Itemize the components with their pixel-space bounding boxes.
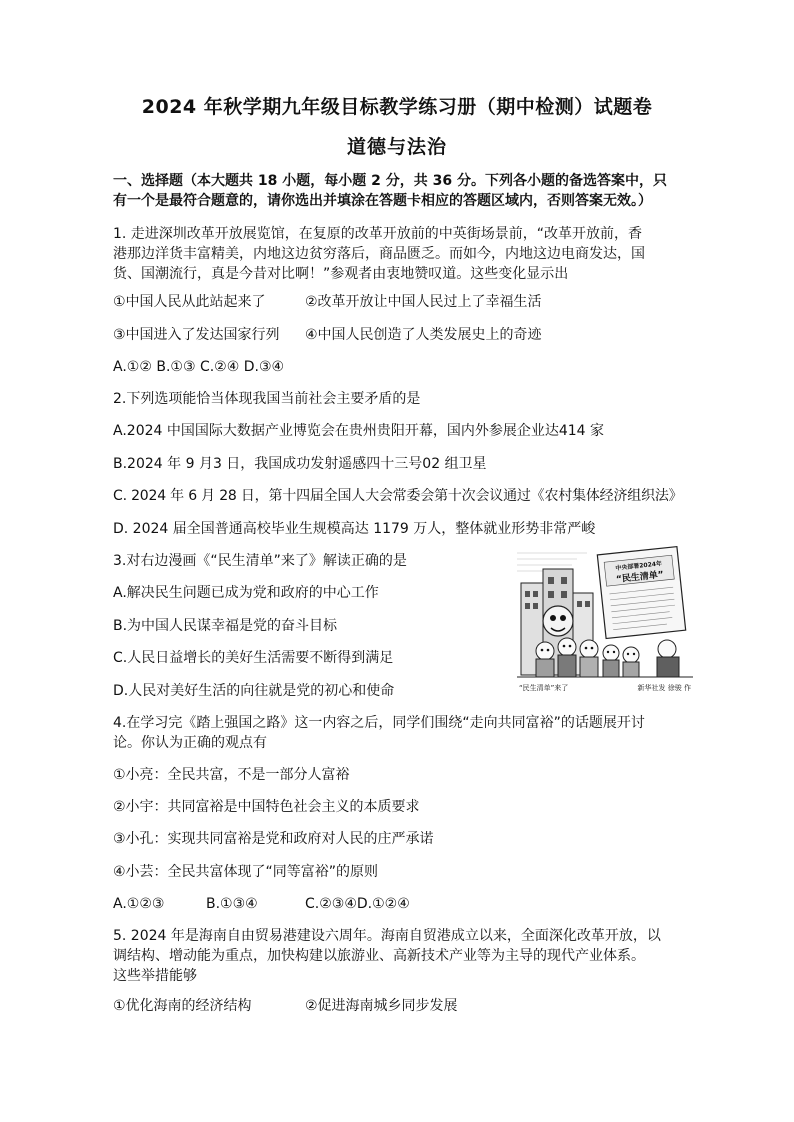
- q3-option-b: B.为中国人民谋幸福是党的奋斗目标: [113, 618, 338, 634]
- q1-stem-line-3: 货、国潮流行，真是今昔对比啊！”参观者由衷地赞叹道。这些变化显示出: [113, 266, 569, 282]
- q3-stem: 3.对右边漫画《“民生清单”来了》解读正确的是: [113, 553, 407, 569]
- q3-option-d: D.人民对美好生活的向往就是党的初心和使命: [113, 683, 395, 699]
- q1-item-2: ②改革开放让中国人民过上了幸福生活: [305, 294, 542, 310]
- q4-choice-c-d: C.②③④D.①②④: [305, 896, 410, 912]
- q4-item-2: ②小宇：共同富裕是中国特色社会主义的本质要求: [113, 799, 420, 815]
- section-instructions-line-1: 一、选择题（本大题共 18 小题，每小题 2 分，共 36 分。下列各小题的备选答案中，只: [113, 173, 667, 189]
- q4-item-3: ③小孔：实现共同富裕是党和政府对人民的庄严承诺: [113, 831, 434, 847]
- subject-title: 道德与法治: [346, 136, 447, 158]
- cartoon-sign-line-1: 中央部署2024年: [615, 560, 663, 573]
- q3-option-a: A.解决民生问题已成为党和政府的中心工作: [113, 585, 379, 601]
- q4-item-1: ①小亮：全民共富，不是一部分人富裕: [113, 767, 350, 783]
- exam-title: 2024 年秋学期九年级目标教学练习册（期中检测）试题卷: [141, 96, 653, 118]
- q2-option-d: D. 2024 届全国普通高校毕业生规模高达 1179 万人，整体就业形势非常严峻: [113, 521, 596, 537]
- q2-option-c: C. 2024 年 6 月 28 日，第十四届全国人大会常委会第十次会议通过《农村集体经济组织法》: [113, 488, 683, 504]
- q4-item-4: ④小芸：全民共富体现了“同等富裕”的原则: [113, 864, 379, 880]
- q1-stem-line-2: 港那边洋货丰富精美，内地这边贫穷落后，商品匮乏。而如今，内地这边电商发达，国: [113, 246, 645, 262]
- q5-item-1: ①优化海南的经济结构: [113, 998, 252, 1014]
- q5-stem-line-3: 这些举措能够: [113, 968, 197, 984]
- cartoon-illustration: [517, 543, 693, 695]
- q2-option-b: B.2024 年 9 月3 日，我国成功发射遥感四十三号02 组卫星: [113, 456, 487, 472]
- q3-option-c: C.人民日益增长的美好生活需要不断得到满足: [113, 650, 394, 666]
- q5-stem-line-1: 5. 2024 年是海南自由贸易港建设六周年。海南自贸港成立以来，全面深化改革开放，以: [113, 928, 661, 944]
- q2-stem: 2.下列选项能恰当体现我国当前社会主要矛盾的是: [113, 391, 421, 407]
- q1-item-3: ③中国进入了发达国家行列: [113, 327, 280, 343]
- minsheng-cartoon: [517, 543, 693, 695]
- q4-stem-line-1: 4.在学习完《踏上强国之路》这一内容之后，同学们围绕“走向共同富裕”的话题展开讨: [113, 715, 645, 731]
- cartoon-sign-line-2: “民生清单”: [615, 570, 665, 586]
- q5-stem-line-2: 调结构、增动能为重点，加快构建以旅游业、高新技术产业等为主导的现代产业体系。: [113, 948, 645, 964]
- q4-choice-b: B.①③④: [206, 896, 258, 912]
- q1-stem-line-1: 1. 走进深圳改革开放展览馆，在复原的改革开放前的中英街场景前，“改革开放前，香: [113, 226, 643, 242]
- cartoon-caption-right: 新华社发 徐骏 作: [637, 684, 691, 692]
- q4-stem-line-2: 论。你认为正确的观点有: [113, 735, 267, 751]
- q4-choice-a: A.①②③: [113, 896, 165, 912]
- q1-choices: A.①② B.①③ C.②④ D.③④: [113, 359, 285, 375]
- q5-item-2: ②促进海南城乡同步发展: [305, 998, 458, 1014]
- q1-item-4: ④中国人民创造了人类发展史上的奇迹: [305, 327, 542, 343]
- q2-option-a: A.2024 中国国际大数据产业博览会在贵州贵阳开幕，国内外参展企业达414 家: [113, 423, 605, 439]
- section-instructions-line-2: 有一个是最符合题意的，请你选出并填涂在答题卡相应的答题区域内，否则答案无效。）: [113, 193, 652, 209]
- cartoon-caption-left: “民生清单”来了: [519, 684, 569, 692]
- q1-item-1: ①中国人民从此站起来了: [113, 294, 266, 310]
